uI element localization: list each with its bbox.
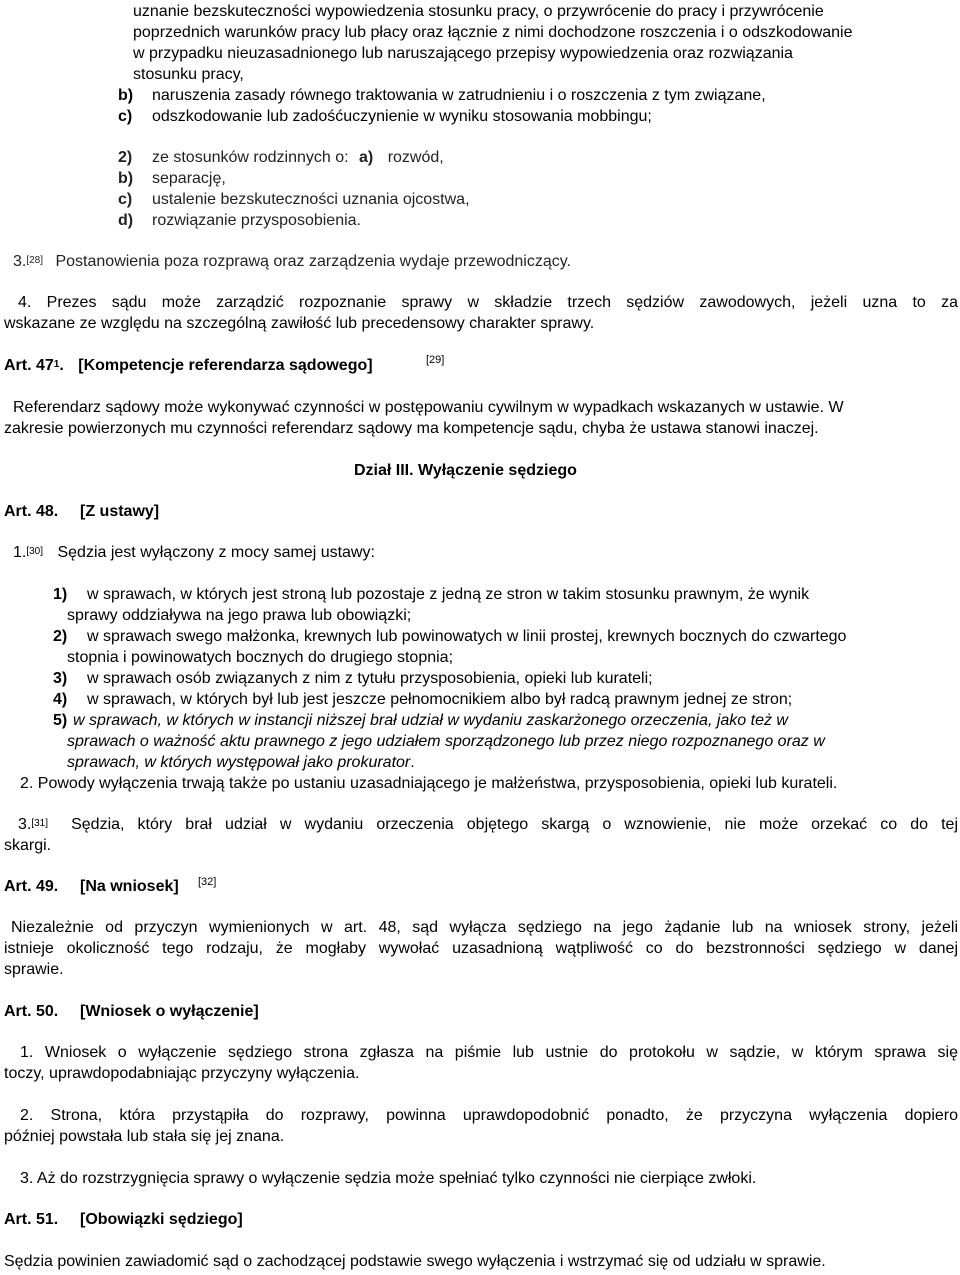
section-text: Sędzia, który brał udział w wydaniu orzeczenia objętego skargą o wznowienie, nie może orzekać co do tej bbox=[71, 816, 958, 833]
list-marker: a) bbox=[359, 149, 374, 166]
article-dot: . bbox=[59, 357, 64, 374]
list-item bbox=[118, 86, 766, 106]
list-item bbox=[53, 711, 788, 731]
section-number: 1. bbox=[13, 544, 27, 561]
text-line: skargi. bbox=[4, 837, 52, 854]
chapter-heading: Dział III. Wyłączenie sędziego bbox=[354, 462, 577, 479]
section-text: Powody wyłączenia trwają także po ustaniu uzasadniającego je małżeństwa, przysposobienia, opieki lub kurateli. bbox=[37, 775, 838, 792]
article-title: [Na wniosek] bbox=[80, 878, 179, 895]
list-text: separację, bbox=[152, 170, 226, 187]
list-item bbox=[53, 627, 846, 647]
list-marker: 5) bbox=[53, 712, 68, 729]
list-marker: c) bbox=[118, 191, 133, 208]
text-line: stosunku pracy, bbox=[133, 66, 244, 83]
list-text: odszkodowanie lub zadośćuczynienie w wyniku stosowania mobbingu; bbox=[152, 108, 652, 125]
article-heading-47 bbox=[4, 356, 373, 376]
text-line: 3. Aż do rozstrzygnięcia sprawy o wyłączenie sędzia może spełniać tylko czynności nie cierpiące zwłoki. bbox=[20, 1170, 757, 1187]
list-text: sprawach, w których występował jako prokurator bbox=[67, 754, 411, 771]
list-item bbox=[118, 211, 361, 231]
text-line bbox=[4, 1106, 958, 1126]
article-label: Art. 49. bbox=[4, 878, 59, 895]
section-text: Prezes sądu może zarządzić rozpoznanie sprawy w składzie trzech sędziów zawodowych, jeżeli uzna to za bbox=[46, 294, 958, 311]
article-title: [Kompetencje referendarza sądowego] bbox=[78, 357, 373, 374]
section-text: Postanowienia poza rozprawą oraz zarządzenia wydaje przewodniczący. bbox=[55, 253, 572, 270]
text-line: zakresie powierzonych mu czynności referendarz sądowy ma kompetencje sądu, chyba że ustawa stanowi inaczej. bbox=[4, 420, 819, 437]
list-marker: 4) bbox=[53, 691, 68, 708]
article-title: [Wniosek o wyłączenie] bbox=[80, 1003, 259, 1020]
article-label: Art. 51. bbox=[4, 1211, 59, 1228]
footnote-ref: [28] bbox=[26, 255, 44, 266]
footnote-ref: [30] bbox=[26, 546, 44, 557]
list-text: rozwiązanie przysposobienia. bbox=[152, 212, 361, 229]
text-line: stopnia i powinowatych bocznych do drugiego stopnia; bbox=[67, 649, 454, 666]
list-marker: c) bbox=[118, 108, 133, 125]
article-title: [Z ustawy] bbox=[80, 503, 160, 520]
footnote-ref: [31] bbox=[31, 818, 49, 829]
paragraph-text: 1. Wniosek o wyłączenie sędziego strona zgłasza na piśmie lub ustnie do protokołu w sądzie, w którym sprawa się bbox=[20, 1044, 958, 1061]
article-label: Art. 48. bbox=[4, 503, 59, 520]
text-line: sprawy oddziaływa na jego prawa lub obowiązki; bbox=[67, 607, 412, 624]
section-number: 3. bbox=[13, 253, 27, 270]
list-marker: 3) bbox=[53, 670, 68, 687]
section-4-line1 bbox=[4, 293, 958, 313]
text-line bbox=[4, 918, 958, 938]
article-heading-50 bbox=[4, 1002, 259, 1022]
superscript: 1 bbox=[53, 359, 60, 370]
list-text: naruszenia zasady równego traktowania w zatrudnieniu i o roszczenia z tym związane, bbox=[152, 87, 766, 104]
text-line: istnieje okoliczność tego rodzaju, że mogłaby wywołać uzasadnioną wątpliwość co do bezstronności sędziego w danej bbox=[4, 940, 958, 957]
text-line: Referendarz sądowy może wykonywać czynności w postępowaniu cywilnym w wypadkach wskazanych w ustawie. W bbox=[13, 399, 844, 416]
list-marker: 2) bbox=[118, 149, 133, 166]
section-1 bbox=[13, 543, 375, 563]
text-line: sprawach o ważność aktu prawnego z jego udziałem sporządzonego lub przez niego rozpoznanego oraz w bbox=[67, 733, 825, 750]
footnote-ref: [32] bbox=[198, 876, 217, 888]
paragraph-text: 2. Strona, która przystąpiła do rozprawy, powinna uprawdopodobnić ponadto, że przyczyna wyłączenia dopiero bbox=[20, 1107, 958, 1124]
article-heading-48 bbox=[4, 502, 159, 522]
article-title: [Obowiązki sędziego] bbox=[80, 1211, 243, 1228]
article-heading-49 bbox=[4, 877, 179, 897]
list-item bbox=[118, 107, 652, 127]
section-text: Sędzia jest wyłączony z mocy samej ustawy: bbox=[57, 544, 375, 561]
text-line: poprzednich warunków pracy lub płacy oraz łącznie z nimi dochodzone roszczenia i o odszkodowanie bbox=[133, 24, 853, 41]
list-marker: b) bbox=[118, 170, 134, 187]
list-text: w sprawach, w których w instancji niższej brał udział w wydaniu zaskarżonego orzeczenia, jako też w bbox=[73, 712, 788, 729]
article-label: Art. 50. bbox=[4, 1003, 59, 1020]
footnote-ref: [29] bbox=[426, 354, 445, 366]
section-3-line1 bbox=[4, 815, 958, 835]
list-text: rozwód, bbox=[387, 149, 444, 166]
list-item bbox=[53, 690, 792, 710]
list-text: w sprawach, w których jest stroną lub pozostaje z jedną ze stron w takim stosunku prawnym, że wynik bbox=[87, 586, 810, 603]
text-line: wskazane ze względu na szczególną zawiłość lub precedensowy charakter sprawy. bbox=[4, 315, 595, 332]
article-label: Art. 47 bbox=[4, 357, 54, 374]
section-number: 3. bbox=[18, 816, 32, 833]
list-text: ustalenie bezskuteczności uznania ojcostwa, bbox=[152, 191, 470, 208]
section-number: 4. bbox=[18, 294, 32, 311]
list-marker: 2) bbox=[53, 628, 68, 645]
list-item bbox=[118, 148, 444, 168]
section-3 bbox=[13, 252, 571, 272]
list-marker: b) bbox=[118, 87, 134, 104]
text-line bbox=[4, 1043, 958, 1063]
list-dot: . bbox=[410, 754, 415, 771]
section-2 bbox=[20, 774, 837, 794]
list-text: w sprawach swego małżonka, krewnych lub powinowatych w linii prostej, krewnych bocznych do czwartego bbox=[87, 628, 847, 645]
text-line: później powstała lub stała się jej znana. bbox=[4, 1128, 285, 1145]
text-line: w przypadku nieuzasadnionego lub naruszającego przepisy wypowiedzenia oraz rozwiązania bbox=[133, 45, 793, 62]
list-item bbox=[118, 169, 226, 189]
list-text: w sprawach, w których był lub jest jeszcze pełnomocnikiem albo był radcą prawnym jednej ze stron; bbox=[87, 691, 793, 708]
text-line: uznanie bezskuteczności wypowiedzenia stosunku pracy, o przywrócenie do pracy i przywrócenie bbox=[133, 3, 824, 20]
list-item bbox=[118, 190, 470, 210]
text-line: sprawie. bbox=[4, 961, 64, 978]
list-item bbox=[53, 669, 653, 689]
list-text: ze stosunków rodzinnych o: bbox=[152, 149, 349, 166]
text-line: toczy, uprawdopodabniając przyczyny wyłączenia. bbox=[4, 1065, 360, 1082]
list-marker: d) bbox=[118, 212, 134, 229]
list-text: w sprawach osób związanych z nim z tytułu przysposobienia, opieki lub kurateli; bbox=[87, 670, 653, 687]
list-marker: 1) bbox=[53, 586, 68, 603]
section-number: 2. bbox=[20, 775, 34, 792]
text-line: Sędzia powinien zawiadomić sąd o zachodzącej podstawie swego wyłączenia i wstrzymać się od udziału w sprawie. bbox=[4, 1253, 826, 1270]
paragraph-text: Niezależnie od przyczyn wymienionych w art. 48, sąd wyłącza sędziego na jego żądanie lub na wniosek strony, jeżeli bbox=[11, 919, 958, 936]
article-heading-51 bbox=[4, 1210, 243, 1230]
text-line bbox=[67, 753, 415, 773]
list-item bbox=[53, 585, 809, 605]
